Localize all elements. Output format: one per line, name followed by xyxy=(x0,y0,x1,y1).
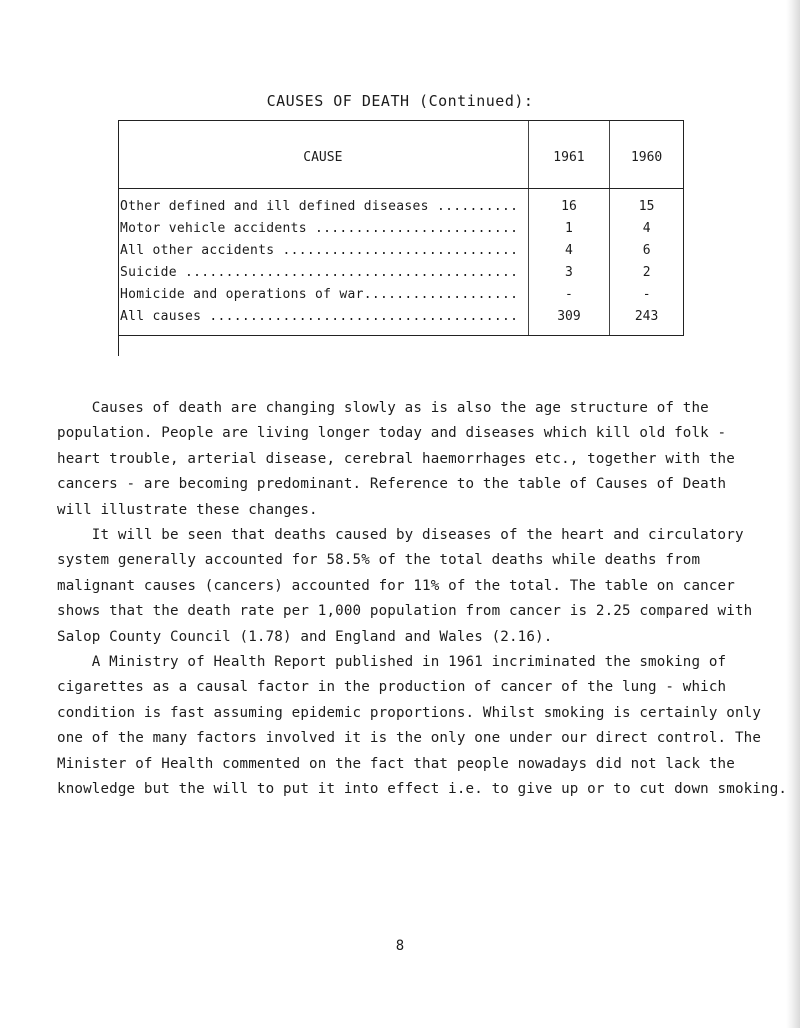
cause-cell: All other accidents ............................. xyxy=(120,242,519,258)
table-header-row xyxy=(118,120,684,189)
text-line: population. People are living longer today and diseases which kill old folk - xyxy=(57,425,727,442)
value-1961-cell: 4 xyxy=(528,239,610,261)
text-line: knowledge but the will to put it into effect i.e. to give up or to cut down smoking. xyxy=(57,781,788,798)
value-1960-cell: 2 xyxy=(610,261,684,283)
text-line: Salop County Council (1.78) and England and Wales (2.16). xyxy=(57,628,553,645)
column-header-1960: 1960 xyxy=(610,120,684,189)
value-1961-cell: 1 xyxy=(528,217,610,239)
value-1961-cell: 3 xyxy=(528,261,610,283)
cause-cell: All causes ...................................... xyxy=(118,305,528,336)
table-row xyxy=(118,189,684,218)
value-1960-cell: 6 xyxy=(610,239,684,261)
text-line: Minister of Health commented on the fact that people nowadays did not lack the xyxy=(57,755,735,772)
value-1960-cell: 4 xyxy=(610,217,684,239)
cause-cell: Other defined and ill defined diseases .......... xyxy=(120,198,519,214)
cause-cell: Homicide and operations of war................... xyxy=(120,286,519,302)
table-row xyxy=(118,239,684,261)
text-line: malignant causes (cancers) accounted for 11% of the total. The table on cancer xyxy=(57,577,735,594)
text-line: condition is fast assuming epidemic proportions. Whilst smoking is certainly only xyxy=(57,704,762,721)
table-left-border xyxy=(118,120,119,356)
text-line: heart trouble, arterial disease, cerebral haemorrhages etc., together with the xyxy=(57,450,735,467)
table-row xyxy=(118,217,684,239)
causes-of-death-table xyxy=(118,120,684,336)
text-line: cancers - are becoming predominant. Reference to the table of Causes of Death xyxy=(57,476,727,493)
table-row xyxy=(118,283,684,305)
text-line: one of the many factors involved it is the only one under our direct control. The xyxy=(57,730,762,747)
value-1961-cell: - xyxy=(528,283,610,305)
text-line: shows that the death rate per 1,000 population from cancer is 2.25 compared with xyxy=(57,603,753,620)
value-1961-cell: 16 xyxy=(528,189,610,218)
text-line: A Ministry of Health Report published in 1961 incriminated the smoking of xyxy=(57,654,727,671)
body-text xyxy=(57,396,797,803)
cause-cell: Suicide ......................................... xyxy=(120,264,519,280)
value-1960-cell: 15 xyxy=(610,189,684,218)
value-1960-cell: 243 xyxy=(610,305,684,336)
text-line: will illustrate these changes. xyxy=(57,501,318,518)
table-row xyxy=(118,261,684,283)
text-line: system generally accounted for 58.5% of the total deaths while deaths from xyxy=(57,552,701,569)
page-heading: CAUSES OF DEATH (Continued): xyxy=(266,92,534,110)
page-number: 8 xyxy=(395,938,405,954)
value-1960-cell: - xyxy=(610,283,684,305)
text-line: It will be seen that deaths caused by diseases of the heart and circulatory xyxy=(57,527,744,544)
value-1961-cell: 309 xyxy=(528,305,610,336)
cause-cell: Motor vehicle accidents ......................... xyxy=(120,220,519,236)
table-top-border xyxy=(118,120,684,121)
text-line: Causes of death are changing slowly as is also the age structure of the xyxy=(57,400,709,416)
column-header-cause: CAUSE xyxy=(118,120,528,189)
table-row-total xyxy=(118,305,684,336)
text-line: cigarettes as a causal factor in the production of cancer of the lung - which xyxy=(57,679,727,696)
column-header-1961: 1961 xyxy=(528,120,610,189)
